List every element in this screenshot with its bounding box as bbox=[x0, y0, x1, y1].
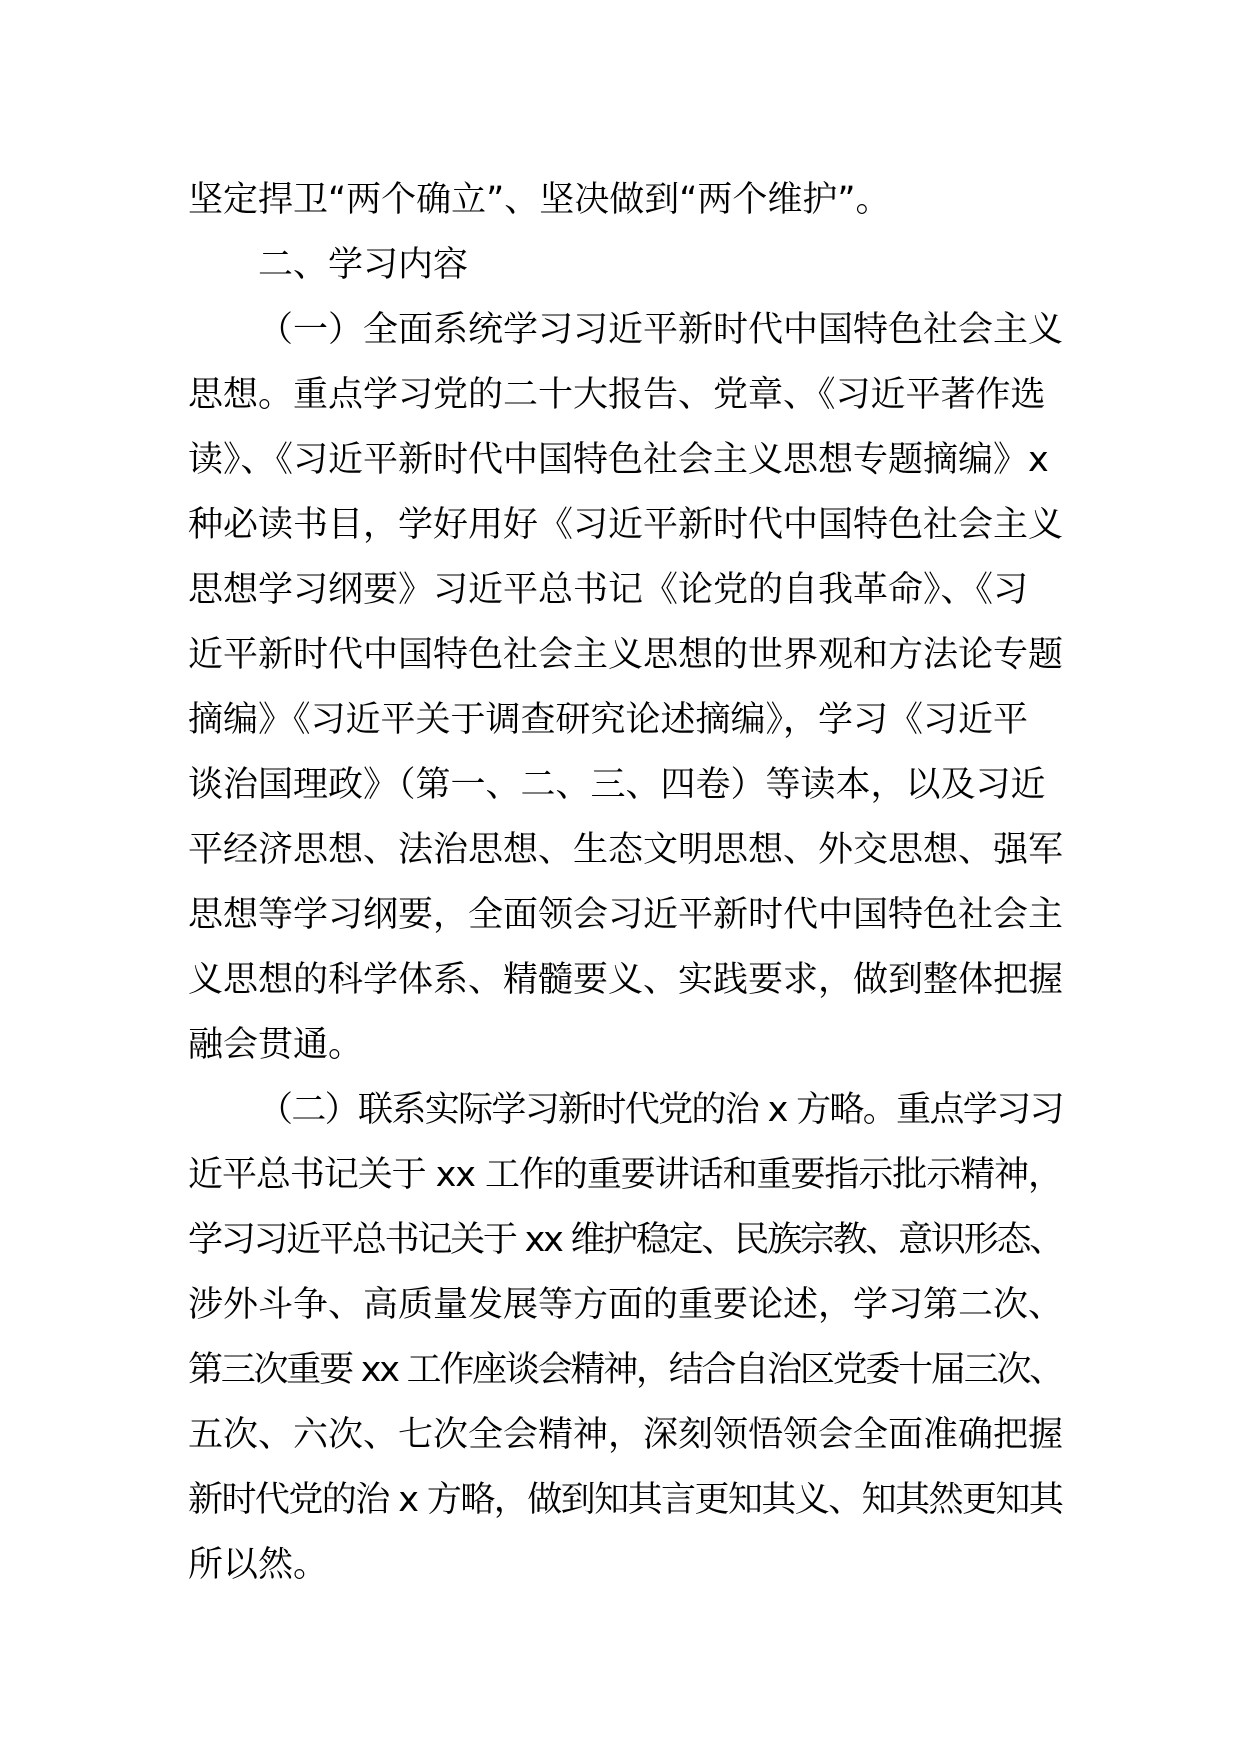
text-line: 融会贯通。 bbox=[188, 1025, 364, 1065]
text-line: （一）全面系统学习习近平新时代中国特色社会主义 bbox=[258, 310, 1064, 350]
text-line: 第三次重要 xx 工作座谈会精神，结合自治区党委十届三次、 bbox=[188, 1350, 1063, 1390]
document-body bbox=[188, 168, 1068, 1598]
text-line: 思想学习纲要》习近平总书记《论党的自我革命》、《习 bbox=[188, 570, 1029, 610]
text-line: 谈治国理政》（第一、二、三、四卷）等读本，以及习近 bbox=[188, 765, 1046, 805]
text-line: 读》、《习近平新时代中国特色社会主义思想专题摘编》x bbox=[188, 440, 1049, 480]
text-line: 近平总书记关于 xx 工作的重要讲话和重要指示批示精神， bbox=[188, 1155, 1062, 1195]
text-line: 新时代党的治 x 方略，做到知其言更知其义、知其然更知其 bbox=[188, 1480, 1063, 1520]
text-line: 涉外斗争、高质量发展等方面的重要论述，学习第二次、 bbox=[188, 1285, 1064, 1325]
text-line: 坚定捍卫“两个确立”、坚决做到“两个维护”。 bbox=[188, 180, 891, 220]
text-line: 二、学习内容 bbox=[258, 245, 469, 285]
text-line: 五次、六次、七次全会精神，深刻领悟领会全面准确把握 bbox=[188, 1415, 1064, 1455]
text-line: 所以然。 bbox=[188, 1545, 329, 1585]
text-line: 近平新时代中国特色社会主义思想的世界观和方法论专题 bbox=[188, 635, 1064, 675]
text-line: 义思想的科学体系、精髓要义、实践要求，做到整体把握 bbox=[188, 960, 1064, 1000]
text-line: 学习习近平总书记关于 xx 维护稳定、民族宗教、意识形态、 bbox=[188, 1220, 1063, 1260]
text-line: （二）联系实际学习新时代党的治 x 方略。重点学习习 bbox=[258, 1090, 1063, 1130]
text-line: 种必读书目，学好用好《习近平新时代中国特色社会主义 bbox=[188, 505, 1064, 545]
text-line: 平经济思想、法治思想、生态文明思想、外交思想、强军 bbox=[188, 830, 1064, 870]
text-line: 思想。重点学习党的二十大报告、党章、《习近平著作选 bbox=[188, 375, 1046, 415]
text-line: 思想等学习纲要，全面领会习近平新时代中国特色社会主 bbox=[188, 895, 1064, 935]
text-line: 摘编》《习近平关于调查研究论述摘编》，学习《习近平 bbox=[188, 700, 1029, 740]
